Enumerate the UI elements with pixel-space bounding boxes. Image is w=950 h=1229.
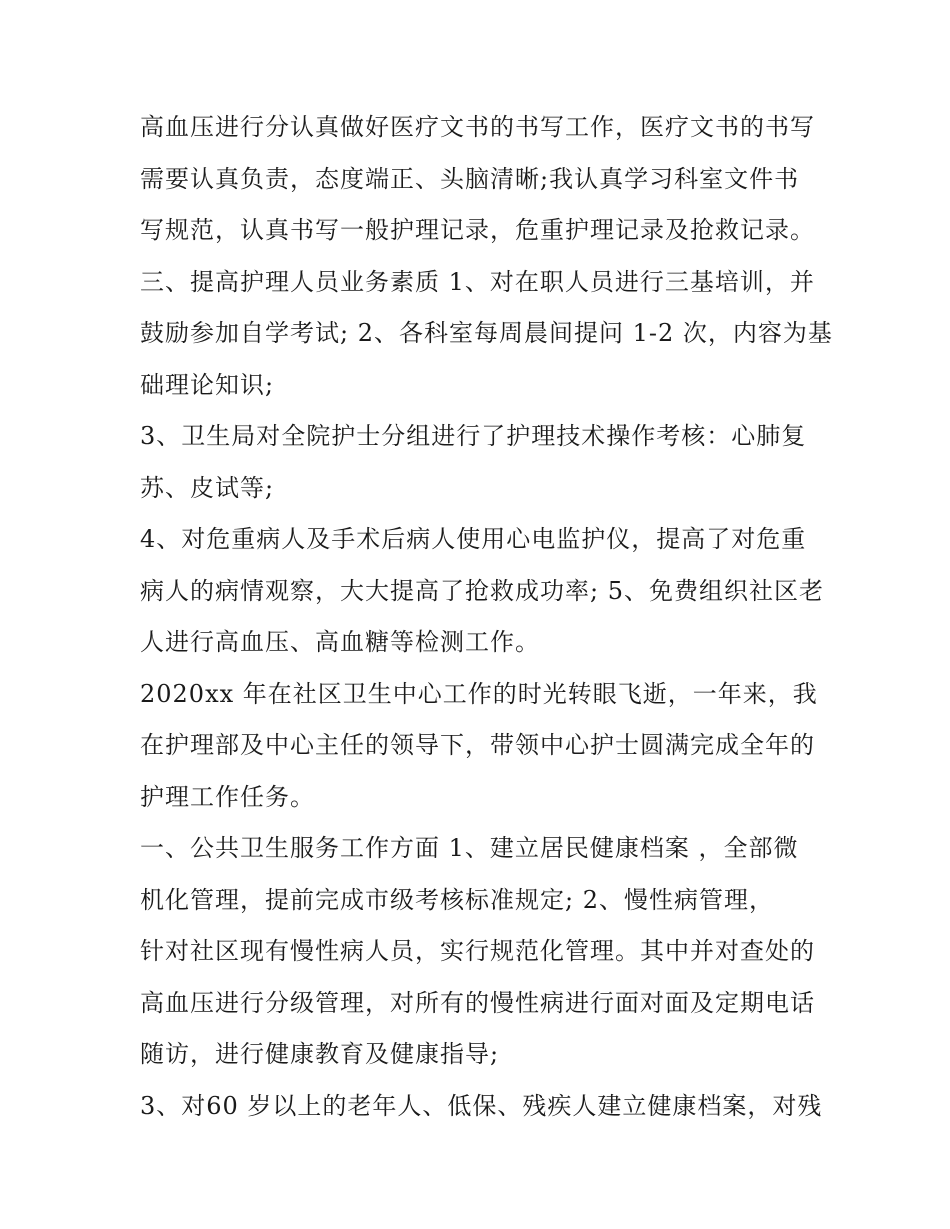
text-line: 3、对60 岁以上的老年人、低保、残疾人建立健康档案，对残 [140, 1091, 823, 1120]
text-line: 在护理部及中心主任的领导下，带领中心护士圆满完成全年的 [140, 731, 815, 759]
text-line: 2020xx 年在社区卫生中心工作的时光转眼飞逝，一年来，我 [140, 679, 818, 708]
text-line: 础理论知识; [140, 370, 275, 399]
document-body [140, 102, 833, 1132]
text-line: 高血压进行分认真做好医疗文书的书写工作，医疗文书的书写 [140, 113, 815, 141]
text-line: 一、公共卫生服务工作方面 1、建立居民健康档案 ，全部微 [140, 834, 799, 862]
text-line: 人进行高血压、高血糖等检测工作。 [140, 628, 540, 656]
text-line: 三、提高护理人员业务素质 1、对在职人员进行三基培训，并 [140, 267, 815, 296]
text-line: 病人的病情观察，大大提高了抢救成功率; 5、免费组织社区老 [140, 576, 824, 605]
text-line: 随访，进行健康教育及健康指导; [140, 1040, 500, 1068]
text-line: 高血压进行分级管理，对所有的慢性病进行面对面及定期电话 [140, 988, 815, 1017]
text-line: 鼓励参加自学考试; 2、各科室每周晨间提问 1-2 次，内容为基 [140, 319, 833, 347]
text-line: 护理工作任务。 [140, 782, 315, 811]
text-line: 机化管理，提前完成市级考核标准规定; 2、慢性病管理， [140, 885, 774, 914]
text-line: 4、对危重病人及手术后病人使用心电监护仪，提高了对危重 [140, 525, 807, 553]
text-line: 苏、皮试等; [140, 473, 275, 502]
text-line: 写规范，认真书写一般护理记录，危重护理记录及抢救记录。 [140, 216, 815, 244]
text-line: 针对社区现有慢性病人员，实行规范化管理。其中并对查处的 [140, 937, 815, 965]
text-line: 需要认真负责，态度端正、头脑清晰;我认真学习科室文件书 [140, 164, 800, 193]
text-line: 3、卫生局对全院护士分组进行了护理技术操作考核：心肺复 [140, 422, 807, 450]
